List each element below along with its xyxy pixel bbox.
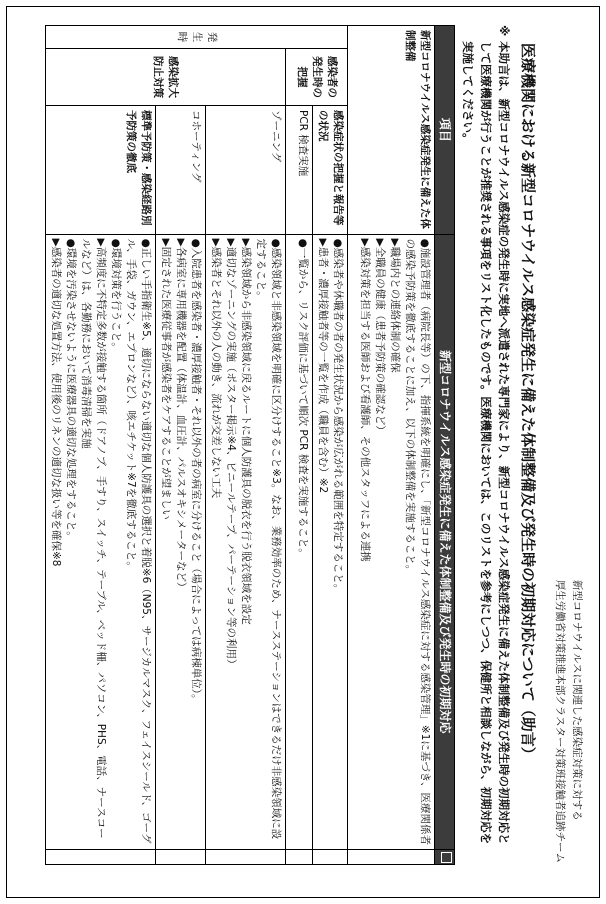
table-header-row [435,26,455,865]
table-row [348,26,435,865]
list-item: ●正しい手指衛生※5、適切にならない適切な個人防護具の選択と着脱※6（N95、サージカルマスク、フェイスシールド、ゴーグル、手袋、ガウン、エプロンなど）、咳エチケット※7を徹底すること。 [125,238,152,844]
row-content-symptom-status [313,234,348,849]
table-row [206,26,286,865]
row-item-preparation: 新型コロナウイルス感染症発生に備えた体制整備 [348,26,435,235]
list-item: ▶適切なゾーニングの実施（ポスター掲示※4、ビニールテープ、パーテーション等の利用） [225,238,237,670]
row-content-pcr [286,234,313,849]
list-item: ●施設管理者（病院長等）の下、指揮系統を明確にし、「新型コロナウイルス感染症に対する感染管理」※1に基づき、医療関係者の感染予防策を徹底することに加え、以下の体制整備を実施すること。 [404,238,431,845]
list-item: ▶固定された医療従事者が感染者をケアすることが望ましい [160,238,172,520]
row-content-preparation [348,234,435,849]
list-item: ●入院患者を感染者・濃厚接触者・それ以外の者の病室に分けること（場合によっては病棟単位）。 [190,238,202,705]
issuing-team-line-1: 新型コロナウイルスに関連した感染症対策に対する [571,579,583,821]
list-item: ▶職場内との連絡体制の確保 [389,238,401,373]
list-item: ▶感染者の適切な処置方法、使用後のリネンの適切な扱い等を確保※8 [50,238,62,567]
list-item: ▶全職員の健康（患者予防策の確認など） [374,238,386,436]
check-cell[interactable] [156,850,206,865]
note-mark: ※ [497,25,511,37]
category-occurrence: 発生時 [46,26,348,49]
row-item-standard-precautions: 標準予防策・感染経路別予防策の徹底 [46,106,156,235]
list-item: ▶患者・濃厚接触者等の一覧を作成（職員を含む）※2 [317,238,329,494]
rotated-document [27,17,587,877]
list-item: ●感染者や休職者の者の発生状況から感染が広がれる範囲を特定すること。 [332,238,344,595]
issuing-team-line-2: 厚生労働省対策推進本部クラスター対策班接触者追跡チーム [554,579,566,863]
list-item: ●環境対策を行うこと。 [110,238,122,353]
table-row [313,26,348,865]
check-cell[interactable] [206,850,286,865]
advisory-note [459,25,513,845]
row-item-zoning: ゾーニング [206,106,286,235]
page-title: 医療機関における新型コロナウイルス感染症発生に備えた体制整備及び発生時の初期対応について（助言） [519,43,537,762]
header-item: 項目 [435,26,455,235]
category-grasp: 感染者の発生時の把握 [286,49,348,106]
list-item: ▶感染対策を担当する医師および看護師、その他スタッフによる連携 [359,238,371,562]
guidance-table [45,25,455,865]
row-content-standard-precautions [46,234,156,849]
row-item-cohorting: コホーティング [156,106,206,235]
header-content: 新型コロナウイルス感染症発生に備えた体制整備及び発生時の初期対応 [435,234,455,849]
table-row [156,26,206,865]
check-cell[interactable] [348,850,435,865]
issuing-teams [551,580,585,863]
checkbox-icon [441,852,452,863]
check-cell[interactable] [286,850,313,865]
list-item: ▶感染領域から非感染領域に戻るルートに個人防護具の脱衣を行う脱衣領域を設定 [240,238,252,625]
row-content-cohorting [156,234,206,849]
category-spread-prevention: 感染拡大防止対策 [46,49,286,106]
list-item: ●環境を汚染させないように医療器具の適切な処理をすること。 [65,238,77,542]
check-cell[interactable] [313,850,348,865]
table-row [286,26,313,865]
note-text: 本助言は、新型コロナウイルス感染症の発生時に実地へ派遣された専門家により、新型コロナウイルス感染症発生に備えた体制整備及び発生時の初期対応として医療機関が行うことが推奨される事項をリスト化したものです。医療機関においては、このリストを参考にしつつ、保健所と相談しながら、初期対応を実施してください。 [461,41,511,845]
check-cell[interactable] [46,850,156,865]
row-content-zoning [206,234,286,849]
list-item: ▶高頻度に不特定多数が接触する箇所（ドアノブ、手すり、スイッチ、テーブル、ベッド柵、パソコン、PHS、電話、ナースコールなど）は、各勤務において消毒清掃を実施 [80,238,107,839]
table-row [46,26,156,865]
list-item: ▶感染者とそれ以外の人の動き、流れが交差しない工夫 [210,238,222,499]
list-item: ●一覧から、リスク評価に基づいて順次 PCR 検査を実施すること。 [297,238,309,559]
list-item: ▶各病室に専用機器を配置（体温計、血圧計、パルスオキシメーターなど） [175,238,187,593]
header-check-column [435,850,455,865]
list-item: ●感染領域と非感染領域を明確に区分けすること※3。なお、業務効率のため、ナースステーションはできるだけ非感染領域に設定すること。 [255,238,282,840]
row-item-symptom-status: 感染症状の把握と報告等の状況 [313,106,348,235]
row-item-pcr: PCR 検査実施 [286,106,313,235]
